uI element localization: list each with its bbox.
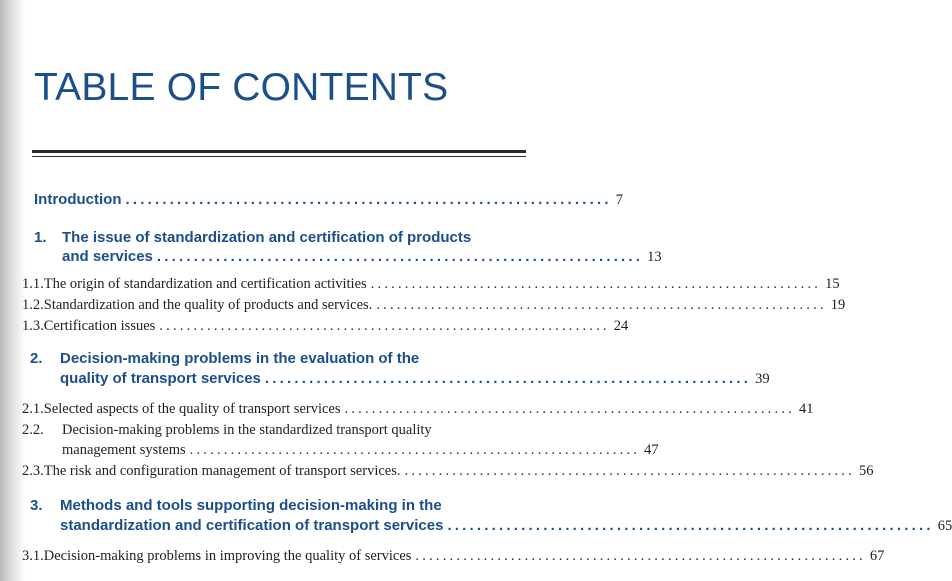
toc-entry-1-2[interactable] (22, 297, 846, 314)
toc-entry-chapter-3[interactable] (30, 497, 952, 535)
entry-number: 2.1. (22, 401, 44, 417)
dot-leader: .................................................................. (376, 297, 827, 313)
entry-title-line-2: standardization and certification of transport services (60, 517, 444, 534)
page-number: 24 (613, 318, 629, 334)
entry-number: 1.2. (22, 297, 44, 313)
dot-leader: .................................................................. (370, 276, 822, 292)
page-number: 56 (858, 463, 874, 479)
entry-title: Standardization and the quality of products and services. (43, 297, 373, 313)
entry-title: The risk and configuration management of transport services. (43, 463, 401, 479)
toc-entry-1-3[interactable] (22, 318, 629, 335)
dot-leader: .................................................................. (125, 191, 612, 208)
page-number: 7 (615, 192, 623, 208)
entry-title-line-2: management systems (62, 442, 186, 458)
entry-title-line-1: Decision-making problems in the evaluation of the (60, 350, 420, 367)
page-number: 67 (869, 548, 885, 564)
dot-leader: .................................................................. (156, 248, 644, 265)
entry-title: Selected aspects of the quality of transport services (43, 401, 341, 417)
entry-number: 3.1. (22, 548, 44, 564)
title-rule-thick (32, 150, 526, 153)
toc-entry-chapter-1[interactable] (34, 229, 662, 266)
entry-title: Introduction (34, 191, 122, 208)
entry-number: 2.2. (22, 422, 44, 438)
dot-leader: .................................................................. (415, 548, 866, 564)
entry-title: Certification issues (43, 318, 156, 334)
toc-entry-2-2[interactable] (22, 422, 659, 459)
dot-leader: .................................................................. (159, 318, 610, 334)
toc-entry-2-3[interactable] (22, 463, 874, 480)
entry-number: 1.3. (22, 318, 44, 334)
dot-leader: .................................................................. (189, 442, 641, 458)
page-number: 15 (825, 276, 840, 292)
entry-title: Decision-making problems in improving the quality of services (43, 548, 412, 564)
dot-leader: .................................................................. (264, 370, 752, 387)
page-number: 65 (937, 518, 952, 534)
entry-number: 1.1. (22, 276, 44, 292)
dot-leader: .................................................................. (404, 463, 855, 479)
entry-title-line-1: Methods and tools supporting decision-making in the (60, 497, 442, 514)
entry-number: 2.3. (22, 463, 44, 479)
toc-entry-chapter-2[interactable] (30, 350, 770, 388)
entry-number: 1. (34, 229, 47, 246)
toc-entry-introduction[interactable] (34, 191, 623, 209)
entry-title-line-1: Decision-making problems in the standardized transport quality (62, 422, 432, 438)
page-number: 13 (647, 249, 662, 265)
page-title: TABLE OF CONTENTS (34, 66, 449, 109)
entry-title-line-2: quality of transport services (60, 370, 261, 387)
page-number: 47 (644, 442, 659, 458)
entry-number: 2. (30, 350, 43, 367)
entry-number: 3. (30, 497, 43, 514)
dot-leader: .................................................................. (344, 401, 795, 417)
dot-leader: .................................................................. (447, 517, 934, 534)
toc-entry-3-1[interactable] (22, 548, 885, 565)
page-number: 19 (830, 297, 846, 313)
toc-entry-2-1[interactable] (22, 401, 814, 418)
toc-entry-1-1[interactable] (22, 276, 840, 293)
title-rule-thin (32, 156, 526, 157)
entry-title: The origin of standardization and certification activities (43, 276, 367, 292)
entry-title-line-2: and services (62, 248, 153, 265)
page-number: 39 (755, 371, 770, 387)
page-number: 41 (798, 401, 814, 417)
entry-title-line-1: The issue of standardization and certification of products (62, 229, 472, 246)
